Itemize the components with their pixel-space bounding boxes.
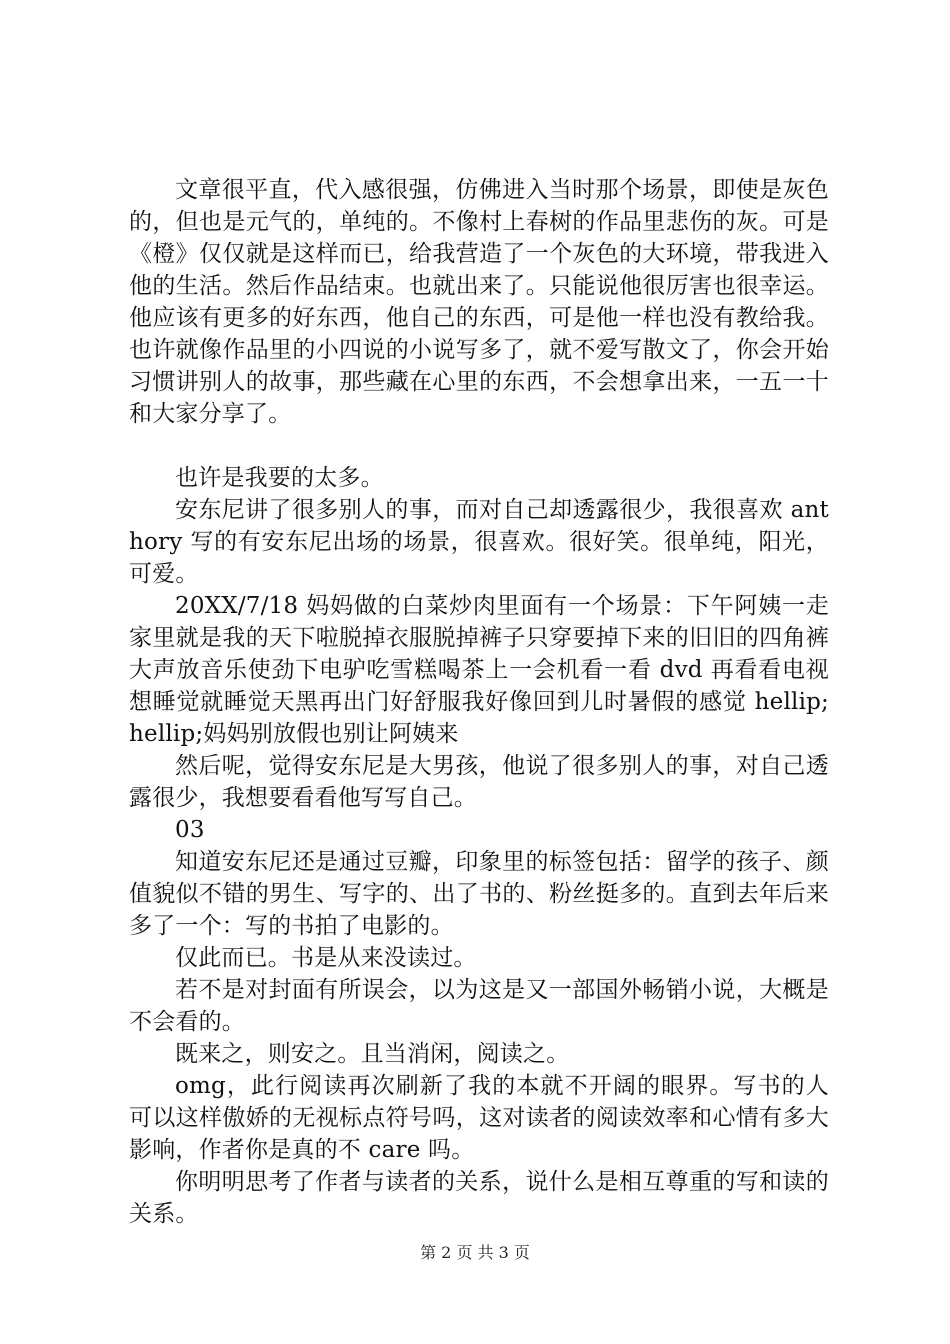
paragraph: 你明明思考了作者与读者的关系，说什么是相互尊重的写和读的关系。	[129, 1169, 829, 1227]
paragraph: 既来之，则安之。且当消闲，阅读之。	[175, 1041, 570, 1067]
paragraph: 然后呢，觉得安东尼是大男孩，他说了很多别人的事，对自己透露很少，我想要看看他写写自己。	[129, 753, 829, 811]
section-number: 03	[175, 817, 205, 843]
paragraph: 也许是我要的太多。	[175, 465, 384, 491]
paragraph: 安东尼讲了很多别人的事，而对自己却透露很少，我很喜欢 anthory 写的有安东尼出场的场景，很喜欢。很好笑。很单纯，阳光，可爱。	[129, 497, 829, 587]
paragraph: 知道安东尼还是通过豆瓣，印象里的标签包括：留学的孩子、颜值貌似不错的男生、写字的、出了书的、粉丝挺多的。直到去年后来多了一个：写的书拍了电影的。	[129, 849, 829, 939]
document-body	[129, 174, 829, 1230]
paragraph: omg，此行阅读再次刷新了我的本就不开阔的眼界。写书的人可以这样傲娇的无视标点符号吗，这对读者的阅读效率和心情有多大影响，作者你是真的不 care 吗。	[129, 1073, 829, 1163]
paragraph: 文章很平直，代入感很强，仿佛进入当时那个场景，即使是灰色的，但也是元气的，单纯的。不像村上春树的作品里悲伤的灰。可是《橙》仅仅就是这样而已，给我营造了一个灰色的大环境，带我进入他的生活。然后作品结束。也就出来了。只能说他很厉害也很幸运。他应该有更多的好东西，他自己的东西，可是他一样也没有教给我。也许就像作品里的小四说的小说写多了，就不爱写散文了，你会开始习惯讲别人的故事，那些藏在心里的东西，不会想拿出来，一五一十和大家分享了。	[129, 177, 829, 427]
paragraph: 仅此而已。书是从来没读过。	[175, 945, 477, 971]
paragraph: 20XX/7/18 妈妈做的白菜炒肉里面有一个场景：下午阿姨一走家里就是我的天下啦脱掉衣服脱掉裤子只穿要掉下来的旧旧的四角裤大声放音乐使劲下电驴吃雪糕喝茶上一会机看一看 dvd 再看看电视想睡觉就睡觉天黑再出门好舒服我好像回到儿时暑假的感觉 hellip;hellip;妈妈别放假也别让阿姨来	[129, 593, 829, 747]
paragraph: 若不是对封面有所误会，以为这是又一部国外畅销小说，大概是不会看的。	[129, 977, 829, 1035]
paragraph-gap	[129, 430, 829, 462]
page-footer: 第 2 页 共 3 页	[420, 1243, 530, 1262]
